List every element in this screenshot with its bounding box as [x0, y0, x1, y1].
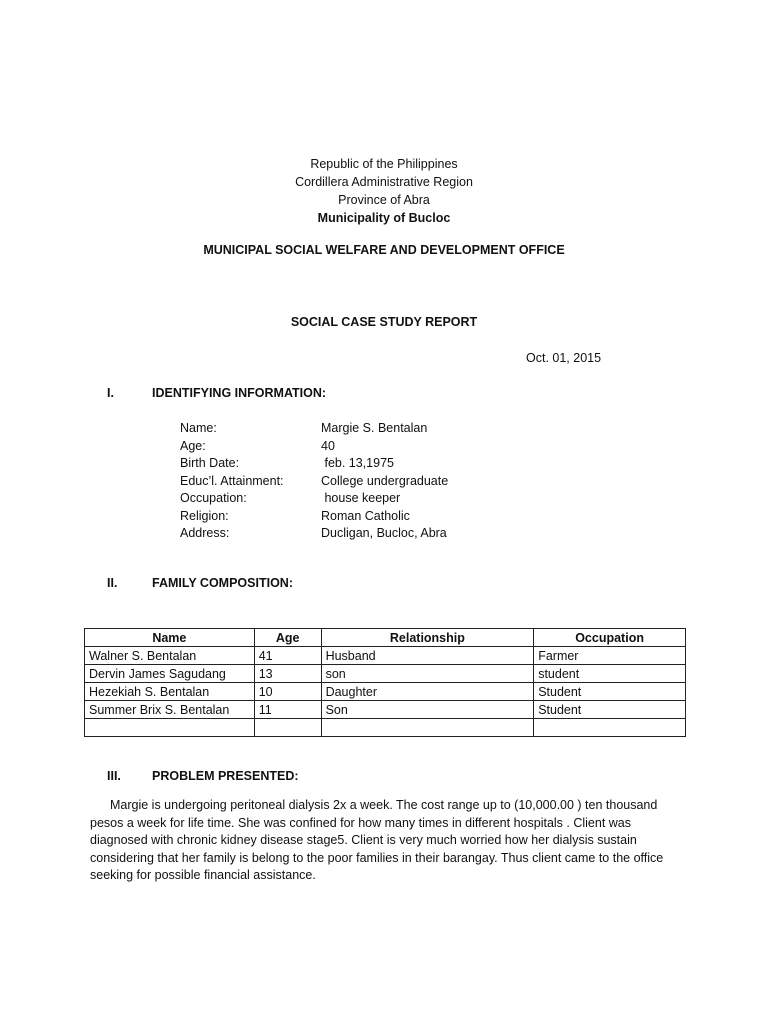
info-value: College undergraduate: [321, 473, 449, 488]
info-value: house keeper: [321, 491, 401, 505]
letterhead-province: Province of Abra: [338, 193, 430, 207]
info-label: Name:: [180, 421, 217, 435]
section-number: I.: [107, 386, 114, 400]
info-row-birth-date: [180, 455, 448, 473]
cell-name: Hezekiah S. Bentalan: [85, 683, 255, 701]
report-title: SOCIAL CASE STUDY REPORT: [290, 315, 478, 329]
cell-name: Summer Brix S. Bentalan: [85, 701, 255, 719]
section-number: III.: [107, 769, 121, 783]
column-header-name: Name: [85, 629, 255, 647]
letterhead: [0, 155, 768, 227]
info-label: Educ’l. Attainment:: [180, 473, 284, 488]
letterhead-country: Republic of the Philippines: [310, 157, 458, 171]
info-row-name: [180, 420, 448, 438]
cell-empty: [85, 719, 255, 737]
table-row-empty: [85, 719, 686, 737]
cell-relationship: Husband: [321, 647, 534, 665]
cell-occupation: Student: [534, 683, 686, 701]
info-row-age: [180, 438, 448, 456]
info-label: Religion:: [180, 508, 229, 523]
cell-occupation: Student: [534, 701, 686, 719]
table-header-row: [85, 629, 686, 647]
info-row-religion: [180, 508, 448, 526]
problem-paragraph: Margie is undergoing peritoneal dialysis 2x a week. The cost range up to (10,000.00 ) ten thousand pesos a week for life time. She was confined for how many times in different hospitals . Client was diagnosed with chronic kidney disease stage5. Client is very much worried how her dialysis sustain considering that her family is belong to the poor families in their barangay. Thus client came to the office seeking for possible financial assistance.: [90, 798, 664, 882]
info-label: Address:: [180, 526, 230, 540]
section-title: FAMILY COMPOSITION:: [152, 576, 293, 590]
info-value: Roman Catholic: [321, 508, 410, 523]
cell-age: 13: [254, 665, 321, 683]
cell-relationship: son: [321, 665, 534, 683]
cell-age: 10: [254, 683, 321, 701]
info-row-occupation: [180, 490, 448, 508]
column-header-relationship: Relationship: [321, 629, 534, 647]
table-row: [85, 665, 686, 683]
table-row: [85, 647, 686, 665]
cell-occupation: Farmer: [534, 647, 686, 665]
cell-empty: [254, 719, 321, 737]
cell-empty: [534, 719, 686, 737]
info-row-education: [180, 473, 448, 491]
section-title: IDENTIFYING INFORMATION:: [152, 386, 327, 400]
cell-name: Dervin James Sagudang: [85, 665, 255, 683]
cell-age: 41: [254, 647, 321, 665]
cell-occupation: student: [534, 665, 686, 683]
info-value: 40: [321, 438, 335, 453]
info-value: feb. 13,1975: [321, 456, 394, 470]
cell-empty: [321, 719, 534, 737]
cell-relationship: Son: [321, 701, 534, 719]
column-header-occupation: Occupation: [534, 629, 686, 647]
report-date: Oct. 01, 2015: [526, 351, 602, 365]
identifying-info-list: [180, 420, 448, 543]
cell-name: Walner S. Bentalan: [85, 647, 255, 665]
info-row-address: [180, 525, 448, 543]
family-composition-table: [84, 628, 686, 737]
cell-relationship: Daughter: [321, 683, 534, 701]
info-label: Birth Date:: [180, 456, 240, 470]
table-row: [85, 701, 686, 719]
cell-age: 11: [254, 701, 321, 719]
table-row: [85, 683, 686, 701]
section-title: PROBLEM PRESENTED:: [152, 769, 299, 783]
info-value: Margie S. Bentalan: [321, 421, 428, 435]
section-number: II.: [107, 576, 118, 590]
info-value: Ducligan, Bucloc, Abra: [321, 526, 447, 540]
column-header-age: Age: [254, 629, 321, 647]
office-name: MUNICIPAL SOCIAL WELFARE AND DEVELOPMENT OFFICE: [203, 243, 565, 257]
letterhead-municipality: Municipality of Bucloc: [317, 211, 451, 225]
letterhead-region: Cordillera Administrative Region: [295, 175, 473, 189]
info-label: Age:: [180, 438, 206, 453]
info-label: Occupation:: [180, 491, 247, 505]
